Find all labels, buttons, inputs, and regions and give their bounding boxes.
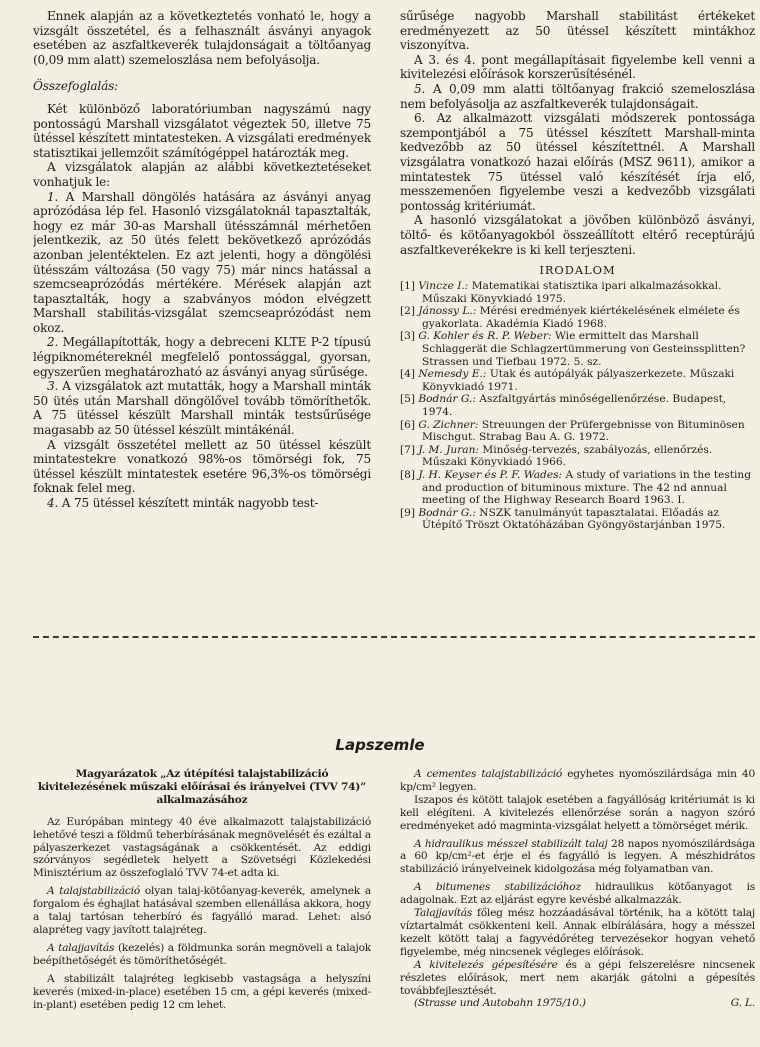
summary-paragraph: Két különböző laboratóriumban nagyszámú nagy pontosságú Marshall vizsgálatot végeztek 50, illetve 75 ütéssel készített mintatesteken. A vizsgálati eredmények statisztikai jellemzőit számítógéppel határozták meg.	[33, 101, 371, 160]
paragraph-text: főleg mész hozzáadásával történik, ha a kötött talaj víztartalmát csökkenteni kell. Annak elbírálására, hogy a mésszel kezelt kötött talaj a fagyvédőréteg tervezésekor hogyan vehető figyelembe, még nincsenek végleges előírások.	[400, 907, 755, 958]
review-left-column	[33, 768, 371, 1044]
reference-number: [7]	[400, 443, 416, 456]
emphasis: A kivitelezés gépesítésére	[414, 958, 558, 971]
reference-author: J. M. Juran:	[418, 443, 479, 456]
review-paragraph	[400, 881, 755, 907]
reference-author: J. H. Keyser és P. F. Wades:	[418, 469, 563, 481]
paragraph-text: (kezelés) a földmunka során megnöveli a talajok beépíthetőségét és tömöríthetőségét.	[33, 941, 371, 967]
reference-author: G. Kohler és R. P. Weber:	[418, 330, 552, 343]
review-paragraph	[400, 768, 755, 794]
item-text: A Marshall döngölés hatására az ásványi anyag aprózódása lép fel. Hasonló vizsgálatoknál tapasztalták, hogy ez már 30-as Marshall ütésszámnál mérhetően jelentkezik, az 50 ütés felett bekövetkező aprózódás azonban jelentéktelen. Ez azt jelenti, hogy a döngölési ütésszám változása (50 vagy 75) már nincs hatással a szemcseaprózódás mértékére. Mérések alapján azt tapasztalták, hogy a szabványos módon elvégzett Marshall stabilitás-vizsgálat szemcseaprózódást nem okoz.	[33, 189, 371, 335]
review-paragraph	[400, 907, 755, 959]
reference-item	[400, 507, 755, 532]
reference-text: NSZK tanulmányút tapasztalatai. Előadás az Útépítő Tröszt Oktatóházában Gyöngyöstarjánban 1975.	[422, 506, 726, 532]
reference-number: [5]	[400, 393, 416, 406]
item-number: 4.	[47, 496, 59, 510]
conclusion-item-6: 6. Az alkalmazott vizsgálati módszerek pontossága szempontjából a 75 ütéssel készített Marshall-minta kedvezőbb az 50 ütéssel készítettnél. A Marshall vizsgálatra vonatkozó hazai előírás (MSZ 9611), amikor a mintatestek 75 ütéssel való készítését írja elő, messzemenően figyelembe veszi a kedvezőbb vizsgálati pontosság kritériumát.	[400, 111, 755, 213]
item-text: A 75 ütéssel készített minták nagyobb test-	[58, 496, 319, 510]
reference-number: [3]	[400, 330, 416, 343]
references-heading: IRODALOM	[539, 263, 616, 278]
future-research-paragraph: A hasonló vizsgálatokat a jövőben különböző ásványi, töltő- és kötőanyagokból összeállított eltérő receptúrájú aszfaltkeverékekre is ki kell terjeszteni.	[400, 213, 755, 257]
author-initials: G. L.	[730, 997, 755, 1010]
reference-text: Mérési eredmények kiértékelésének elmélete és gyakorlata. Akadémia Kiadó 1968.	[422, 305, 740, 330]
reference-text: Minőség-tervezés, szabályozás, ellenőrzés. Műszaki Könyvkiadó 1966.	[422, 443, 713, 469]
reference-author: G. Zichner:	[418, 418, 479, 431]
reference-item	[400, 419, 755, 444]
compaction-paragraph: A vizsgált összetétel mellett az 50 ütéssel készült mintatestekre vonatkozó 98%-os tömörségi fok, 75 ütéssel készült mintatestek esetére 96,3%-os tömörségi foknak felel meg.	[33, 437, 371, 496]
review-paragraph	[400, 838, 755, 877]
item-number: 3.	[47, 379, 59, 394]
reference-author: Jánossy L.:	[418, 305, 477, 318]
emphasis: Talajjavítás	[414, 907, 473, 920]
source-line	[400, 997, 755, 1010]
section-divider	[33, 636, 755, 638]
reference-item	[400, 444, 755, 469]
reference-text: Matematikai statisztika ipari alkalmazásokkal. Műszaki Könyvkiadó 1975.	[422, 280, 722, 305]
reference-author: Bodnár G.:	[418, 393, 476, 406]
reference-item	[400, 393, 755, 418]
reference-text: Streuungen der Prüfergebnisse von Bituminösen Mischgut. Strabag Bau A. G. 1972.	[422, 418, 745, 444]
article-right-column	[400, 9, 755, 626]
review-title: Magyarázatok „Az útépítési talajstabilizáció kivitelezésének műszaki előírásai és irányelvei (TVV 74)” alkalmazásához	[37, 768, 367, 806]
section-title: Lapszemle	[335, 736, 425, 754]
reference-item	[400, 330, 755, 368]
conclusion-paragraph: Ennek alapján az a következtetés vonható le, hogy a vizsgált összetétel, és a felhasznált ásványi anyagok esetében az aszfaltkeverék tulajdonságait a töltőanyag (0,09 mm alatt) szemeloszlása nem befolyásolja.	[33, 9, 371, 67]
references-list	[400, 280, 755, 532]
emphasis: A cementes talajstabilizáció	[414, 768, 563, 780]
points-paragraph: A 3. és 4. pont megállapításait figyelembe kell venni a kivitelezési előírások korszerűsítésénél.	[400, 52, 755, 82]
item-number: 2.	[47, 335, 59, 350]
reference-item	[400, 368, 755, 393]
review-right-column	[400, 768, 755, 1044]
review-paragraph	[400, 959, 755, 998]
item-number: 5.	[414, 81, 426, 96]
summary-heading: Összefoglalás:	[33, 79, 118, 94]
reference-text: Wie ermittelt das Marshall Schlaggerät die Schlagzertümmerung von Gesteinssplitten? Strassen und Tiefbau 1972. 5. sz.	[422, 330, 746, 368]
reference-item	[400, 280, 755, 305]
paragraph-text: 28 napos nyomószilárdsága a 60 kp/cm²-et érje el és fagyálló is legyen. A mészhidrátos stabilizáció irányelveinek kidolgozása még folyamatban van.	[400, 837, 755, 876]
item-number: 1.	[47, 189, 59, 204]
reference-number: [6]	[400, 418, 416, 431]
review-paragraph: A stabilizált talajréteg legkisebb vastagsága a helyszíni keverés (mixed-in-place) esetében 15 cm, a gépi keverés (mixed-in-plant) esetében pedig 12 cm lehet.	[33, 972, 371, 1011]
paragraph-text: hidraulikus kötőanyagot is adagolnak. Ezt az eljárást egyre kevésbé alkalmazzák.	[400, 881, 755, 907]
reference-item	[400, 469, 755, 507]
conclusion-item-4	[33, 496, 371, 511]
paragraph-text: és a gépi felszerelésre nincsenek részletes előírások, mert nem akarják gátolni a gépesítés továbbfejlesztését.	[400, 958, 755, 997]
emphasis: A talajstabilizáció	[47, 885, 141, 898]
reference-author: Vincze I.:	[418, 280, 469, 293]
reference-number: [1]	[400, 280, 416, 293]
reference-text: Utak és autópályák pályaszerkezete. Műszaki Könyvkiadó 1971.	[422, 368, 735, 393]
reference-author: Bodnár G.:	[418, 506, 476, 519]
review-paragraph	[33, 942, 371, 968]
source-citation: (Strasse und Autobahn 1975/10.)	[414, 997, 586, 1010]
conclusion-item-5	[400, 82, 755, 111]
conclusion-item-2	[33, 335, 371, 379]
conclusion-item-1	[33, 190, 371, 336]
reference-number: [9]	[400, 506, 416, 519]
reference-number: [2]	[400, 305, 416, 318]
conclusions-intro: A vizsgálatok alapján az alábbi következtetéseket vonhatjuk le:	[33, 160, 371, 189]
paragraph-text: egyhetes nyomószilárdsága min 40 kp/cm² legyen.	[400, 768, 755, 793]
reference-text: A study of variations in the testing and production of bituminous mixture. The 42 nd annual meeting of the Highway Research Board 1963. I.	[422, 469, 752, 507]
review-paragraph: Az Európában mintegy 40 éve alkalmazott talajstabilizáció lehetővé teszi a földmű teherbírásának megnövelését és ezáltal a pályaszerkezet vastagságának a csökkentését. Az eddigi szórványos segédletek helyett a Szövetségi Közlekedési Minisztérium az összefoglaló TVV 74-et adta ki.	[33, 815, 371, 880]
emphasis: A talajjavítás	[47, 941, 115, 954]
reference-number: [8]	[400, 469, 416, 481]
review-paragraph	[33, 885, 371, 937]
reference-author: Nemesdy E.:	[418, 368, 487, 381]
item-text: A vizsgálatok azt mutatták, hogy a Marshall minták 50 ütés után Marshall döngölővel tovább tömöríthetők. A 75 ütéssel készült Marshall minták testsűrűsége magasabb az 50 ütéssel készült mintákénál.	[33, 379, 371, 438]
paragraph-text: olyan talaj-kötőanyag-keverék, amelynek a forgalom és éghajlat hatásával szemben ellenállása akkora, hogy a talaj tartósan teherbíró és fagyálló marad. Lehet: alsó alapréteg vagy javított talajréteg.	[33, 885, 371, 936]
conclusion-item-3	[33, 379, 371, 437]
article-left-column	[33, 9, 371, 621]
reference-item	[400, 305, 755, 330]
continued-paragraph: sűrűsége nagyobb Marshall stabilitást értékeket eredményezett az 50 ütéssel készített mintákhoz viszonyítva.	[400, 9, 755, 53]
reference-text: Aszfaltgyártás minőségellenőrzése. Budapest, 1974.	[422, 393, 727, 419]
emphasis: A hidraulikus mésszel stabilizált talaj	[414, 837, 608, 850]
reference-number: [4]	[400, 368, 416, 381]
review-paragraph: Iszapos és kötött talajok esetében a fagyállóság kritériumát is ki kell elégíteni. A kivitelezés ellenőrzése során a nagyon szóró eredményeket adó magminta-vizsgálat helyett a tömörséget mérik.	[400, 793, 755, 832]
item-text: A 0,09 mm alatti töltőanyag frakció szemeloszlása nem befolyásolja az aszfaltkeverék tulajdonságait.	[400, 81, 755, 111]
item-text: Megállapították, hogy a debreceni KLTE P-2 típusú légpiknométereknél megfelelő pontossággal, gyorsan, egyszerűen meghatározható az ásványi anyag sűrűsége.	[33, 335, 371, 379]
emphasis: A bitumenes stabilizációhoz	[414, 881, 581, 894]
